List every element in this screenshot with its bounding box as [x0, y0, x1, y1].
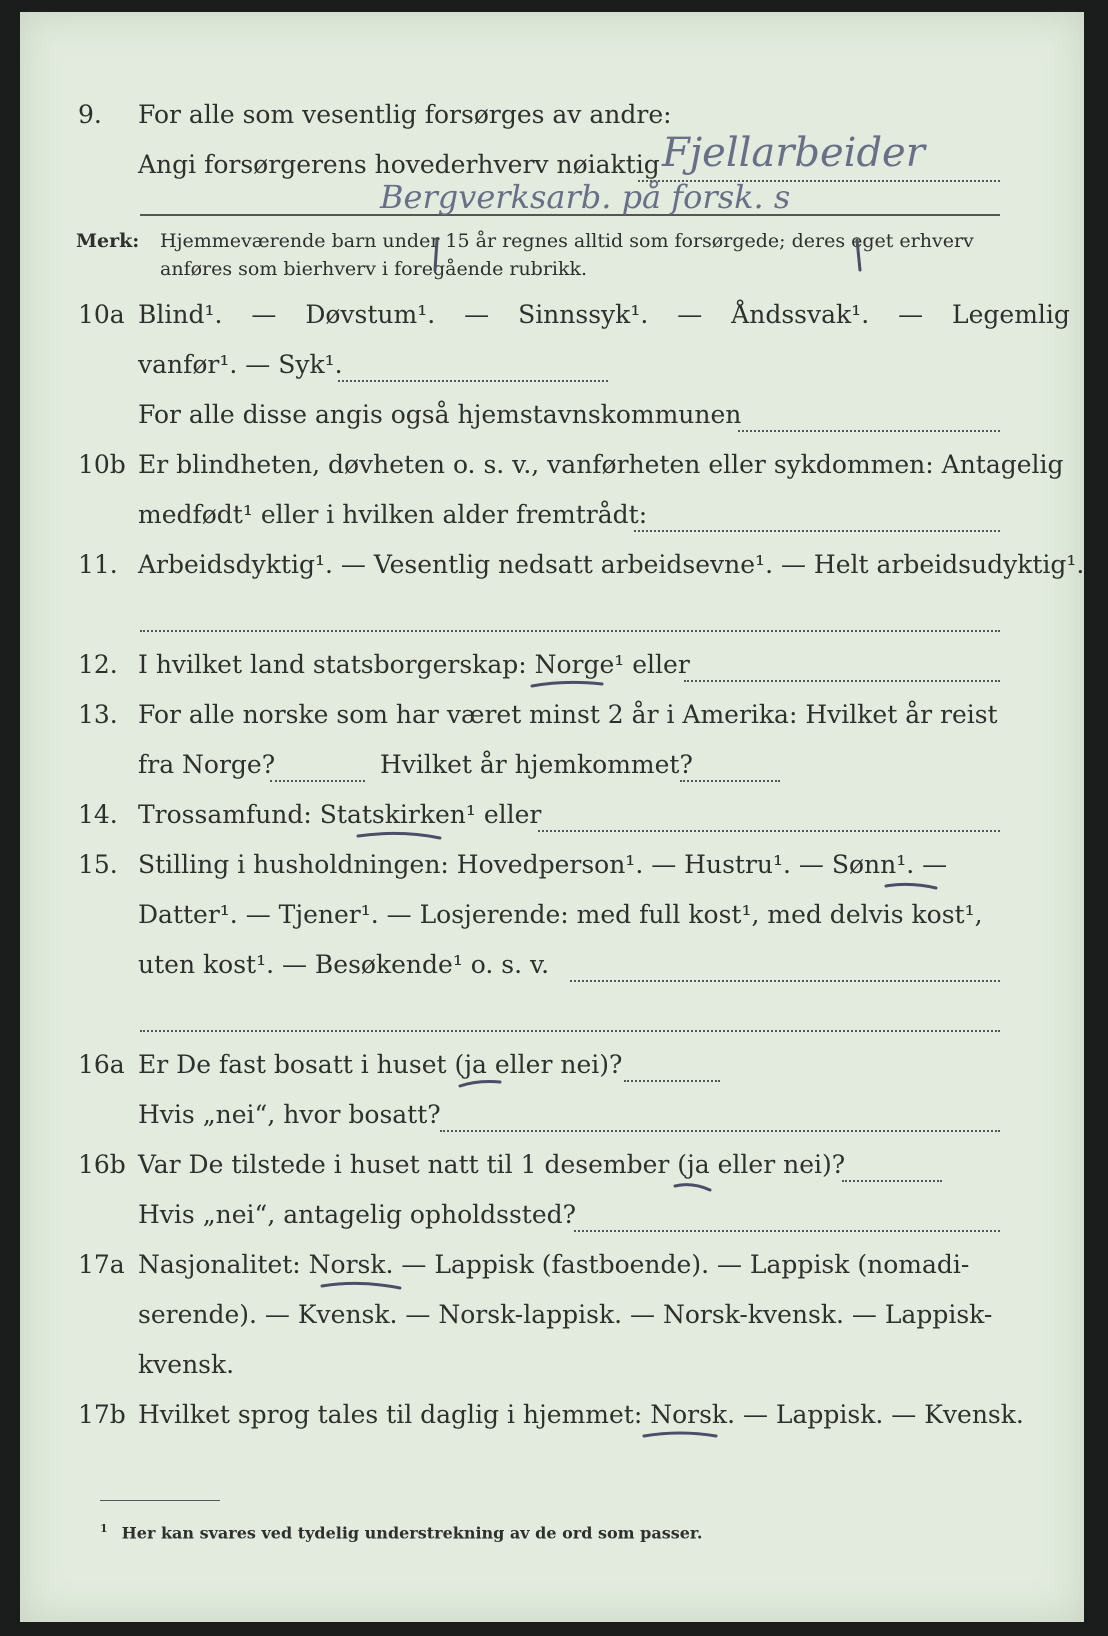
pencil-tick	[857, 240, 860, 270]
q16b-number: 16b	[78, 1150, 126, 1179]
underline-sonn	[886, 884, 936, 888]
q15-number: 15.	[78, 850, 118, 879]
q15-line2: Datter¹. — Tjener¹. — Losjerende: med full kost¹, med delvis kost¹,	[138, 900, 983, 929]
q13-line1: For alle norske som har været minst 2 år i Amerika: Hvilket år reist	[138, 700, 998, 729]
underline-norsk-17a	[322, 1283, 400, 1288]
q9-subquestion: Angi forsørgerens hovederhverv nøiaktig	[138, 150, 660, 179]
q17a-line3: kvensk.	[138, 1350, 235, 1379]
pencil-tick	[435, 240, 437, 270]
q9-handwritten-answer-2: Bergverksarb. på forsk. s	[380, 178, 791, 216]
q14-line1: Trossamfund: Statskirken¹ eller	[138, 800, 542, 829]
pencil-underline-marks	[20, 12, 1084, 1622]
q9-number: 9.	[78, 100, 102, 129]
option-blind: Blind¹.	[138, 300, 223, 329]
q12-line1: I hvilket land statsborgerskap: Norge¹ eller	[138, 650, 690, 679]
q16a-line2: Hvis „nei“, hvor bosatt?	[138, 1100, 441, 1129]
q9-handwritten-answer: Fjellarbeider	[662, 130, 925, 176]
dash: —	[251, 300, 277, 329]
q10a-number: 10a	[78, 300, 125, 329]
underline-ja-16a	[460, 1082, 500, 1087]
q11-line1: Arbeidsdyktig¹. — Vesentlig nedsatt arbeidsevne¹. — Helt arbeidsudyktig¹.	[138, 550, 1085, 579]
q17a-line1: Nasjonalitet: Norsk. — Lappisk (fastboende). — Lappisk (nomadi-	[138, 1250, 970, 1279]
underline-norge	[532, 682, 602, 686]
q10b-line1: Er blindheten, døvheten o. s. v., vanførheten eller sykdommen: Antagelig	[138, 450, 1064, 479]
q10a-line3: For alle disse angis også hjemstavnskommunen	[138, 400, 742, 429]
merk-text: Hjemmeværende barn under 15 år regnes alltid som forsørgede; deres eget erhverv	[160, 230, 974, 252]
census-form-page	[20, 12, 1084, 1622]
q16b-line1: Var De tilstede i huset natt til 1 desember (ja eller nei)?	[138, 1150, 846, 1179]
q13-line2b: Hvilket år hjemkommet?	[380, 750, 693, 779]
option-andssvak: Åndssvak¹.	[731, 300, 870, 329]
q16a-line1: Er De fast bosatt i huset (ja eller nei)?	[138, 1050, 623, 1079]
q17b-line1: Hvilket sprog tales til daglig i hjemmet: Norsk. — Lappisk. — Kvensk.	[138, 1400, 1024, 1429]
underline-norsk-17b	[644, 1433, 716, 1436]
underline-ja-16b	[675, 1185, 710, 1190]
q17a-number: 17a	[78, 1250, 125, 1279]
q10a-line2: vanfør¹. — Syk¹.	[138, 350, 343, 379]
dash: —	[464, 300, 490, 329]
dash: —	[898, 300, 924, 329]
q14-number: 14.	[78, 800, 118, 829]
q10b-line2: medfødt¹ eller i hvilken alder fremtrådt:	[138, 500, 648, 529]
merk-label: Merk:	[76, 230, 140, 252]
q13-number: 13.	[78, 700, 118, 729]
q16b-line2: Hvis „nei“, antagelig opholdssted?	[138, 1200, 577, 1229]
q10b-number: 10b	[78, 450, 126, 479]
dash: —	[677, 300, 703, 329]
q16a-number: 16a	[78, 1050, 125, 1079]
underline-statskirken	[358, 833, 440, 838]
q9-question: For alle som vesentlig forsørges av andre:	[138, 100, 672, 129]
option-dovstum: Døvstum¹.	[305, 300, 436, 329]
q12-number: 12.	[78, 650, 118, 679]
q17a-line2: serende). — Kvensk. — Norsk-lappisk. — Norsk-kvensk. — Lappisk-	[138, 1300, 993, 1329]
q15-line1: Stilling i husholdningen: Hovedperson¹. — Hustru¹. — Sønn¹. —	[138, 850, 948, 879]
option-sinnssyk: Sinnssyk¹.	[518, 300, 649, 329]
q15-line3: uten kost¹. — Besøkende¹ o. s. v.	[138, 950, 550, 979]
q13-line2a: fra Norge?	[138, 750, 276, 779]
q11-number: 11.	[78, 550, 118, 579]
footnote-text: Her kan svares ved tydelig understrekning av de ord som passer.	[121, 1523, 703, 1543]
q17b-number: 17b	[78, 1400, 126, 1429]
footnote-mark: 1	[100, 1522, 108, 1535]
merk-text-2: anføres som bierhverv i foregående rubrikk.	[160, 258, 588, 280]
option-legemlig: Legemlig	[952, 300, 1070, 329]
